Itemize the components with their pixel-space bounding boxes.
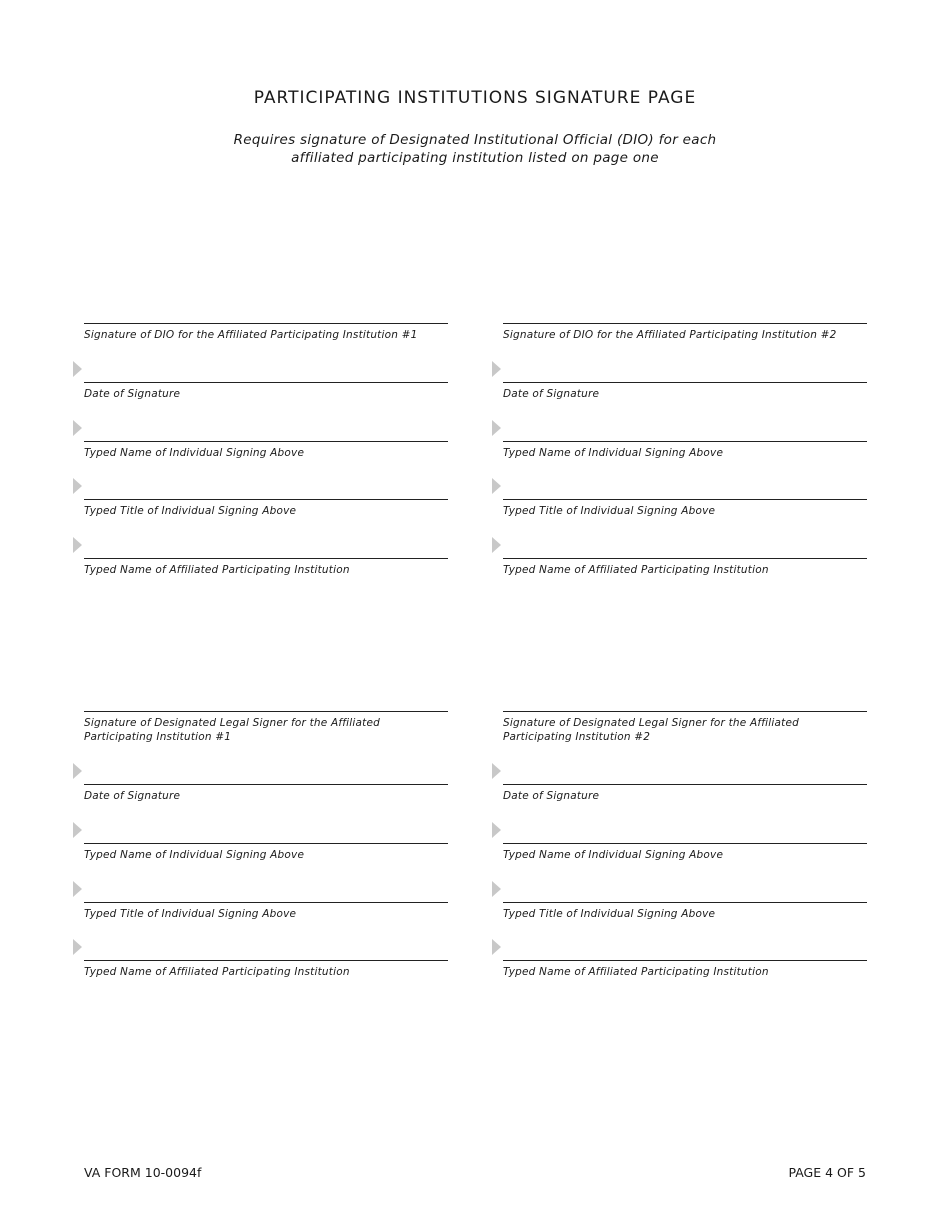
dio-2-typed-title-label: Typed Title of Individual Signing Above	[503, 505, 716, 518]
field-pointer-icon	[492, 537, 501, 553]
legal-2-date-label: Date of Signature	[503, 790, 600, 802]
dio-2-institution-label: Typed Name of Affiliated Participating Institution	[503, 564, 769, 577]
dio-1-institution-field[interactable]	[84, 558, 448, 617]
legal-1-typed-title-field[interactable]	[84, 902, 448, 961]
legal-1-typed-name-field[interactable]	[84, 843, 448, 902]
signature-line	[503, 499, 867, 500]
signature-line	[84, 499, 448, 500]
legal-2-typed-name-label: Typed Name of Individual Signing Above	[503, 848, 724, 861]
field-pointer-icon	[73, 478, 82, 494]
legal-2-signature-field[interactable]	[503, 711, 867, 784]
signature-line	[84, 960, 448, 961]
legal-1-date-field[interactable]	[84, 784, 448, 843]
legal-2-typed-title-field[interactable]	[503, 902, 867, 961]
subtitle-line-1: Requires signature of Designated Institutional Official (DIO) for each	[233, 132, 717, 148]
dio-1-typed-name-label: Typed Name of Individual Signing Above	[84, 446, 305, 459]
signature-line	[84, 323, 448, 324]
legal-2-typed-title-label: Typed Title of Individual Signing Above	[503, 907, 716, 920]
dio-2-signature-field[interactable]	[503, 323, 867, 382]
signature-line	[503, 382, 867, 383]
field-pointer-icon	[492, 361, 501, 377]
legal-1-institution-label: Typed Name of Affiliated Participating Institution	[84, 966, 350, 979]
signature-line	[84, 441, 448, 442]
dio-1-signature-field[interactable]	[84, 323, 448, 382]
signature-line	[84, 711, 448, 712]
field-pointer-icon	[492, 881, 501, 897]
field-pointer-icon	[492, 939, 501, 955]
field-pointer-icon	[73, 881, 82, 897]
field-pointer-icon	[73, 822, 82, 838]
signature-line	[503, 558, 867, 559]
signature-line	[503, 323, 867, 324]
signature-line	[84, 902, 448, 903]
dio-1-date-label: Date of Signature	[84, 387, 181, 400]
dio-2-typed-title-field[interactable]	[503, 499, 867, 558]
dio-1-typed-title-field[interactable]	[84, 499, 448, 558]
legal-2-institution-field[interactable]	[503, 960, 867, 1019]
dio-2-institution-field[interactable]	[503, 558, 867, 617]
field-pointer-icon	[73, 763, 82, 779]
field-pointer-icon	[73, 939, 82, 955]
field-pointer-icon	[492, 478, 501, 494]
signature-line	[503, 784, 867, 785]
dio-2-date-field[interactable]	[503, 382, 867, 441]
dio-2-signature-label: Signature of DIO for the Affiliated Participating Institution #2	[503, 329, 837, 341]
field-pointer-icon	[492, 822, 501, 838]
dio-1-typed-name-field[interactable]	[84, 441, 448, 500]
subtitle-line-2: affiliated participating institution listed on page one	[291, 150, 659, 166]
signature-line	[84, 558, 448, 559]
legal-1-typed-name-label: Typed Name of Individual Signing Above	[84, 848, 305, 861]
signature-line	[84, 784, 448, 785]
dio-signature-block-1	[84, 323, 448, 617]
dio-1-signature-label: Signature of DIO for the Affiliated Participating Institution #1	[84, 329, 418, 341]
signature-line	[503, 711, 867, 712]
legal-2-institution-label: Typed Name of Affiliated Participating Institution	[503, 966, 769, 979]
page-subtitle	[0, 131, 950, 167]
legal-2-date-field[interactable]	[503, 784, 867, 843]
field-pointer-icon	[73, 537, 82, 553]
legal-1-signature-label: Signature of Designated Legal Signer for the Affiliated Participating Institution #1	[84, 717, 380, 743]
legal-1-institution-field[interactable]	[84, 960, 448, 1019]
dio-1-typed-title-label: Typed Title of Individual Signing Above	[84, 505, 297, 518]
dio-1-institution-label: Typed Name of Affiliated Participating Institution	[84, 564, 350, 577]
legal-1-typed-title-label: Typed Title of Individual Signing Above	[84, 907, 297, 920]
signature-line	[503, 902, 867, 903]
dio-signature-block-2	[503, 323, 867, 617]
field-pointer-icon	[73, 361, 82, 377]
field-pointer-icon	[73, 420, 82, 436]
legal-1-date-label: Date of Signature	[84, 790, 181, 802]
page-title: PARTICIPATING INSTITUTIONS SIGNATURE PAGE	[253, 88, 697, 108]
legal-2-signature-label: Signature of Designated Legal Signer for the Affiliated Participating Institution #2	[503, 717, 799, 743]
dio-1-date-field[interactable]	[84, 382, 448, 441]
legal-1-signature-field[interactable]	[84, 711, 448, 784]
dio-2-typed-name-field[interactable]	[503, 441, 867, 500]
signature-line	[503, 843, 867, 844]
dio-2-typed-name-label: Typed Name of Individual Signing Above	[503, 446, 724, 459]
dio-2-date-label: Date of Signature	[503, 387, 600, 400]
legal-signature-block-1	[84, 711, 448, 1019]
signature-line	[503, 441, 867, 442]
signature-line	[84, 843, 448, 844]
page-number: PAGE 4 OF 5	[788, 1165, 866, 1180]
field-pointer-icon	[492, 420, 501, 436]
signature-line	[503, 960, 867, 961]
signature-line	[84, 382, 448, 383]
field-pointer-icon	[492, 763, 501, 779]
legal-2-typed-name-field[interactable]	[503, 843, 867, 902]
legal-signature-block-2	[503, 711, 867, 1019]
form-number: VA FORM 10-0094f	[84, 1165, 202, 1180]
